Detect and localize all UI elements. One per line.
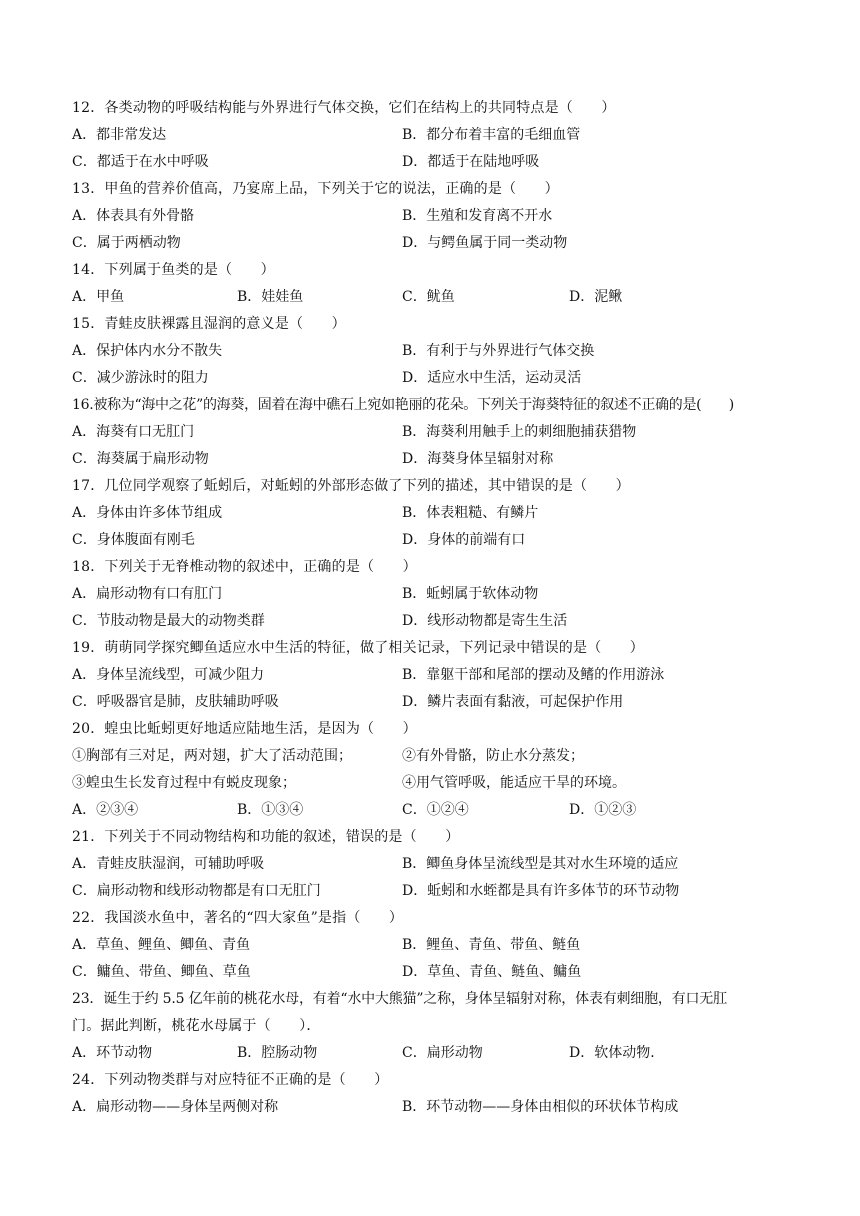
- question-14-option-b: B．娃娃鱼: [237, 289, 304, 305]
- question-18-options-row-1: [72, 581, 792, 608]
- question-18-option-c: C．节肢动物是最大的动物类群: [72, 613, 265, 629]
- question-16-options-row-1: [72, 419, 792, 446]
- question-24-option-b: B．环节动物——身体由相似的环状体节构成: [402, 1099, 679, 1115]
- question-21-option-a: A．青蛙皮肤湿润，可辅助呼吸: [72, 856, 265, 872]
- exam-page: [72, 95, 792, 1121]
- question-14-option-d: D．泥鳅: [569, 289, 623, 305]
- question-16-option-c: C．海葵属于扁形动物: [72, 451, 209, 467]
- question-13-option-b: B．生殖和发育离不开水: [402, 208, 553, 224]
- question-13-options-row-2: [72, 230, 792, 257]
- question-19-stem: 19．萌萌同学探究鲫鱼适应水中生活的特征，做了相关记录，下列记录中错误的是（ ）: [72, 640, 645, 656]
- question-13-stem: 13．甲鱼的营养价值高，乃宴席上品，下列关于它的说法，正确的是（ ）: [72, 181, 559, 197]
- question-20-statement-3: ③蝗虫生长发育过程中有蜕皮现象；: [72, 775, 296, 791]
- question-12-stem: 12．各类动物的呼吸结构能与外界进行气体交换，它们在结构上的共同特点是（ ）: [72, 100, 616, 116]
- question-19-options-row-2: [72, 689, 792, 716]
- question-17-options-row-2: [72, 527, 792, 554]
- question-23-option-b: B．腔肠动物: [237, 1045, 318, 1061]
- question-24-options-row-1: [72, 1094, 792, 1121]
- question-22-options-row-2: [72, 959, 792, 986]
- question-18-option-b: B．蚯蚓属于软体动物: [402, 586, 539, 602]
- question-21-option-b: B．鲫鱼身体呈流线型是其对水生环境的适应: [402, 856, 679, 872]
- question-13-option-a: A．体表具有外骨骼: [72, 208, 195, 224]
- question-20-option-c: C．①②④: [402, 802, 469, 818]
- question-15-option-d: D．适应水中生活，运动灵活: [402, 370, 582, 386]
- question-18-option-a: A．扁形动物有口有肛门: [72, 586, 223, 602]
- question-16-stem: 16.被称为“海中之花”的海葵，固着在海中礁石上宛如艳丽的花朵。下列关于海葵特征的叙述不正确的是( ): [72, 397, 734, 413]
- question-13-options-row-1: [72, 203, 792, 230]
- question-20-options-row: [72, 797, 792, 824]
- question-22-option-b: B．鲤鱼、青鱼、带鱼、鲢鱼: [402, 937, 581, 953]
- question-19-option-a: A．身体呈流线型，可减少阻力: [72, 667, 265, 683]
- question-14-stem: 14．下列属于鱼类的是（ ）: [72, 262, 275, 278]
- question-17-option-a: A．身体由许多体节组成: [72, 505, 223, 521]
- question-23-stem: 23．诞生于约 5.5 亿年前的桃花水母，有着“水中大熊猫”之称，身体呈辐射对称，体表有刺细胞，有口无肛: [72, 991, 727, 1007]
- question-13-option-c: C．属于两栖动物: [72, 235, 181, 251]
- question-16-option-d: D．海葵身体呈辐射对称: [402, 451, 554, 467]
- question-16-options-row-2: [72, 446, 792, 473]
- question-23-option-a: A．环节动物: [72, 1045, 153, 1061]
- question-12-options-row-1: [72, 122, 792, 149]
- question-21-option-c: C．扁形动物和线形动物都是有口无肛门: [72, 883, 321, 899]
- question-20-option-a: A．②③④: [72, 802, 139, 818]
- question-14-option-a: A．甲鱼: [72, 289, 125, 305]
- question-16-option-a: A．海葵有口无肛门: [72, 424, 195, 440]
- question-17-option-c: C．身体腹面有刚毛: [72, 532, 195, 548]
- question-12-option-a: A．都非常发达: [72, 127, 167, 143]
- question-22-option-d: D．草鱼、青鱼、鲢鱼、鳙鱼: [402, 964, 582, 980]
- question-20-statements-row-1: [72, 743, 792, 770]
- question-18-options-row-2: [72, 608, 792, 635]
- question-17-option-d: D．身体的前端有口: [402, 532, 526, 548]
- question-20-statement-2: ②有外骨骼，防止水分蒸发；: [402, 748, 584, 764]
- question-20-stem: 20．蝗虫比蚯蚓更好地适应陆地生活，是因为（ ）: [72, 721, 417, 737]
- question-12-option-d: D．都适于在陆地呼吸: [402, 154, 540, 170]
- question-22-stem: 22．我国淡水鱼中，著名的“四大家鱼”是指（ ）: [72, 910, 404, 926]
- question-19-option-d: D．鳞片表面有黏液，可起保护作用: [402, 694, 624, 710]
- question-15-option-c: C．减少游泳时的阻力: [72, 370, 209, 386]
- question-22-option-c: C．鳙鱼、带鱼、鲫鱼、草鱼: [72, 964, 251, 980]
- question-20-statements-row-2: [72, 770, 792, 797]
- question-19-option-b: B．靠躯干部和尾部的摆动及鳍的作用游泳: [402, 667, 665, 683]
- question-18-stem: 18．下列关于无脊椎动物的叙述中，正确的是（ ）: [72, 559, 417, 575]
- question-21-option-d: D．蚯蚓和水蛭都是具有许多体节的环节动物: [402, 883, 680, 899]
- question-15-options-row-1: [72, 338, 792, 365]
- question-15-options-row-2: [72, 365, 792, 392]
- question-20-option-b: B．①③④: [237, 802, 304, 818]
- question-14-options-row: [72, 284, 792, 311]
- question-12-options-row-2: [72, 149, 792, 176]
- question-22-options-row-1: [72, 932, 792, 959]
- question-24-option-a: A．扁形动物——身体呈两侧对称: [72, 1099, 279, 1115]
- question-21-stem: 21．下列关于不同动物结构和功能的叙述，错误的是（ ）: [72, 829, 460, 845]
- question-19-option-c: C．呼吸器官是肺，皮肤辅助呼吸: [72, 694, 279, 710]
- question-15-option-a: A．保护体内水分不散失: [72, 343, 223, 359]
- question-12-option-c: C．都适于在水中呼吸: [72, 154, 209, 170]
- question-22-option-a: A．草鱼、鲤鱼、鲫鱼、青鱼: [72, 937, 251, 953]
- question-15-stem: 15．青蛙皮肤裸露且湿润的意义是（ ）: [72, 316, 346, 332]
- question-14-option-c: C．鱿鱼: [402, 289, 455, 305]
- question-24-stem: 24．下列动物类群与对应特征不正确的是（ ）: [72, 1072, 389, 1088]
- question-20-statement-4: ④用气管呼吸，能适应干旱的环境。: [402, 775, 626, 791]
- question-13-option-d: D．与鳄鱼属于同一类动物: [402, 235, 568, 251]
- question-20-statement-1: ①胸部有三对足，两对翅，扩大了活动范围；: [72, 748, 352, 764]
- question-20-option-d: D．①②③: [569, 802, 637, 818]
- question-15-option-b: B．有利于与外界进行气体交换: [402, 343, 595, 359]
- question-23-option-c: C．扁形动物: [402, 1045, 483, 1061]
- question-23-option-d: D．软体动物．: [569, 1045, 665, 1061]
- question-17-options-row-1: [72, 500, 792, 527]
- question-17-stem: 17．几位同学观察了蚯蚓后，对蚯蚓的外部形态做了下列的描述，其中错误的是（ ）: [72, 478, 630, 494]
- question-19-options-row-1: [72, 662, 792, 689]
- question-23-stem-continued: 门。据此判断，桃花水母属于（ ）．: [72, 1018, 321, 1034]
- question-12-option-b: B．都分布着丰富的毛细血管: [402, 127, 581, 143]
- question-21-options-row-2: [72, 878, 792, 905]
- question-17-option-b: B．体表粗糙、有鳞片: [402, 505, 539, 521]
- question-16-option-b: B．海葵利用触手上的刺细胞捕获猎物: [402, 424, 637, 440]
- question-21-options-row-1: [72, 851, 792, 878]
- question-18-option-d: D．线形动物都是寄生生活: [402, 613, 568, 629]
- question-23-options-row: [72, 1040, 792, 1067]
